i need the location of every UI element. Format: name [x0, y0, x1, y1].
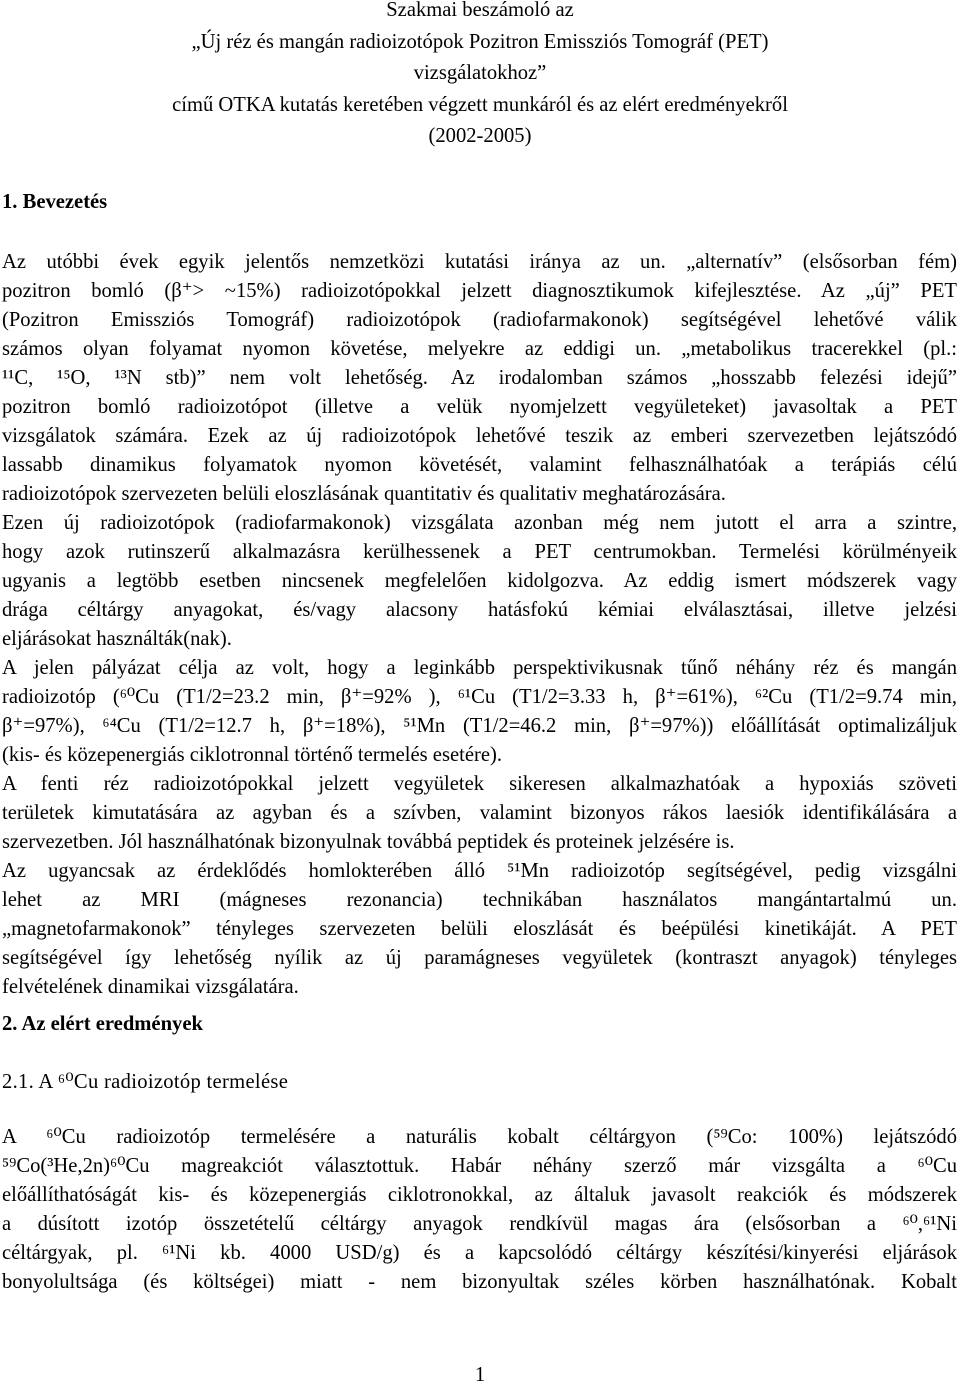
- section-1-body: [2, 248, 957, 1002]
- text-line: céltárgyak, pl. ⁶¹Ni kb. 4000 USD/g) és a kapcsolódó céltárgy készítési/kinyerési eljárások: [2, 1242, 957, 1264]
- title-line-2: „Új réz és mangán radioizotópok Pozitron Emissziós Tomográf (PET): [191, 30, 769, 53]
- text-line: ¹¹C, ¹⁵O, ¹³N stb)” nem volt lehetőség. Az irodalomban számos „hosszabb felezési idejű”: [2, 367, 957, 389]
- report-title: [0, 0, 960, 153]
- text-line: A ⁶⁰Cu radioizotóp termelésére a naturális kobalt céltárgyon (⁵⁹Co: 100%) lejátszódó: [2, 1126, 957, 1148]
- section-2-body: [2, 1123, 957, 1297]
- text-line: számos olyan folyamat nyomon követése, melyekre az eddigi un. „metabolikus tracerekkel (pl.:: [2, 338, 957, 360]
- text-line: eljárásokat használták(nak).: [2, 628, 232, 650]
- text-line: A jelen pályázat célja az volt, hogy a leginkább perspektivikusnak tűnő néhány réz és mangán: [2, 657, 957, 679]
- text-line: lassabb dinamikus folyamatok nyomon követését, valamint felhasználhatóak a terápiás célú: [2, 454, 957, 476]
- text-line: segítségével így lehetőség nyílik az új paramágneses vegyületek (kontraszt anyagok) tényleges: [2, 947, 957, 969]
- section-heading-introduction: 1. Bevezetés: [2, 191, 108, 213]
- text-line: radioizotópok szervezeten belüli eloszlásának quantitativ és qualitativ meghatározására.: [2, 483, 726, 505]
- text-line: lehet az MRI (mágneses rezonancia) technikában használatos mangántartalmú un.: [2, 889, 957, 911]
- text-line: területek kimutatására az agyban és a szívben, valamint bizonyos rákos laesiók identifikálására a: [2, 802, 957, 824]
- title-line-1: Szakmai beszámoló az: [386, 0, 574, 21]
- page-number: 1: [474, 1364, 486, 1386]
- title-line-3: vizsgálatokhoz”: [413, 62, 547, 84]
- text-line: hogy azok rutinszerű alkalmazásra kerülhessenek a PET centrumokban. Termelési körülményeik: [2, 541, 957, 563]
- text-line: β⁺=97%), ⁶⁴Cu (T1/2=12.7 h, β⁺=18%), ⁵¹Mn (T1/2=46.2 min, β⁺=97%)) előállítását optimalizáljuk: [2, 715, 957, 737]
- text-line: „magnetofarmakonok” tényleges szervezeten belüli eloszlását és beépülési kinetikáját. A PET: [2, 918, 957, 940]
- title-line-5: (2002-2005): [428, 125, 532, 147]
- text-line: pozitron bomló radioizotópot (illetve a velük nyomjelzett vegyületeket) javasoltak a PET: [2, 396, 957, 418]
- text-line: drága céltárgy anyagokat, és/vagy alacsony hatásfokú kémiai elválasztásai, illetve jelzési: [2, 599, 957, 621]
- text-line: Az utóbbi évek egyik jelentős nemzetközi kutatási iránya az un. „alternatív” (elsősorban fém): [2, 251, 957, 273]
- text-line: (kis- és közepenergiás ciklotronnal történő termelés esetére).: [2, 744, 502, 766]
- text-line: ⁵⁹Co(³He,2n)⁶⁰Cu magreakciót választottuk. Habár néhány szerző már vizsgálta a ⁶⁰Cu: [2, 1155, 957, 1177]
- text-line: A fenti réz radioizotópokkal jelzett vegyületek sikeresen alkalmazhatóak a hypoxiás szöveti: [2, 773, 957, 795]
- title-line-4: című OTKA kutatás keretében végzett munkáról és az elért eredményekről: [172, 93, 788, 116]
- text-line: előállíthatóságát kis- és közepenergiás ciklotronokkal, az általuk javasolt reakciók és módszerek: [2, 1184, 957, 1206]
- text-line: bonyolultsága (és költségei) miatt - nem bizonyultak széles körben használhatónak. Kobalt: [2, 1271, 957, 1293]
- text-line: (Pozitron Emissziós Tomográf) radioizotópok (radiofarmakonok) segítségével lehetővé válik: [2, 309, 957, 331]
- text-line: a dúsított izotóp összetételű céltárgy anyagok rendkívül magas ára (elsősorban a ⁶⁰,⁶¹Ni: [2, 1213, 957, 1235]
- text-line: ugyanis a legtöbb esetben nincsenek megfelelően kidolgozva. Az eddig ismert módszerek vagy: [2, 570, 957, 592]
- text-line: szervezetben. Jól használhatónak bizonyulnak továbbá peptidek és proteinek jelzésére is.: [2, 831, 735, 853]
- text-line: Ezen új radioizotópok (radiofarmakonok) vizsgálata azonban még nem jutott el arra a szintre,: [2, 512, 957, 534]
- text-line: vizsgálatok számára. Ezek az új radioizotópok lehetővé teszik az emberi szervezetben lejátszódó: [2, 425, 957, 447]
- section-heading-results: 2. Az elért eredmények: [2, 1013, 203, 1035]
- text-line: pozitron bomló (β⁺> ~15%) radioizotópokkal jelzett diagnosztikumok kifejlesztése. Az „új” PET: [2, 280, 957, 302]
- text-line: Az ugyancsak az érdeklődés homlokterében álló ⁵¹Mn radioizotóp segítségével, pedig vizsgálni: [2, 860, 957, 882]
- text-line: felvételének dinamikai vizsgálatára.: [2, 976, 299, 998]
- text-line: radioizotóp (⁶⁰Cu (T1/2=23.2 min, β⁺=92% ), ⁶¹Cu (T1/2=3.33 h, β⁺=61%), ⁶²Cu (T1/2=9.74 min,: [2, 686, 957, 708]
- subsection-heading-cu60: 2.1. A ⁶⁰Cu radioizotóp termelése: [2, 1071, 289, 1093]
